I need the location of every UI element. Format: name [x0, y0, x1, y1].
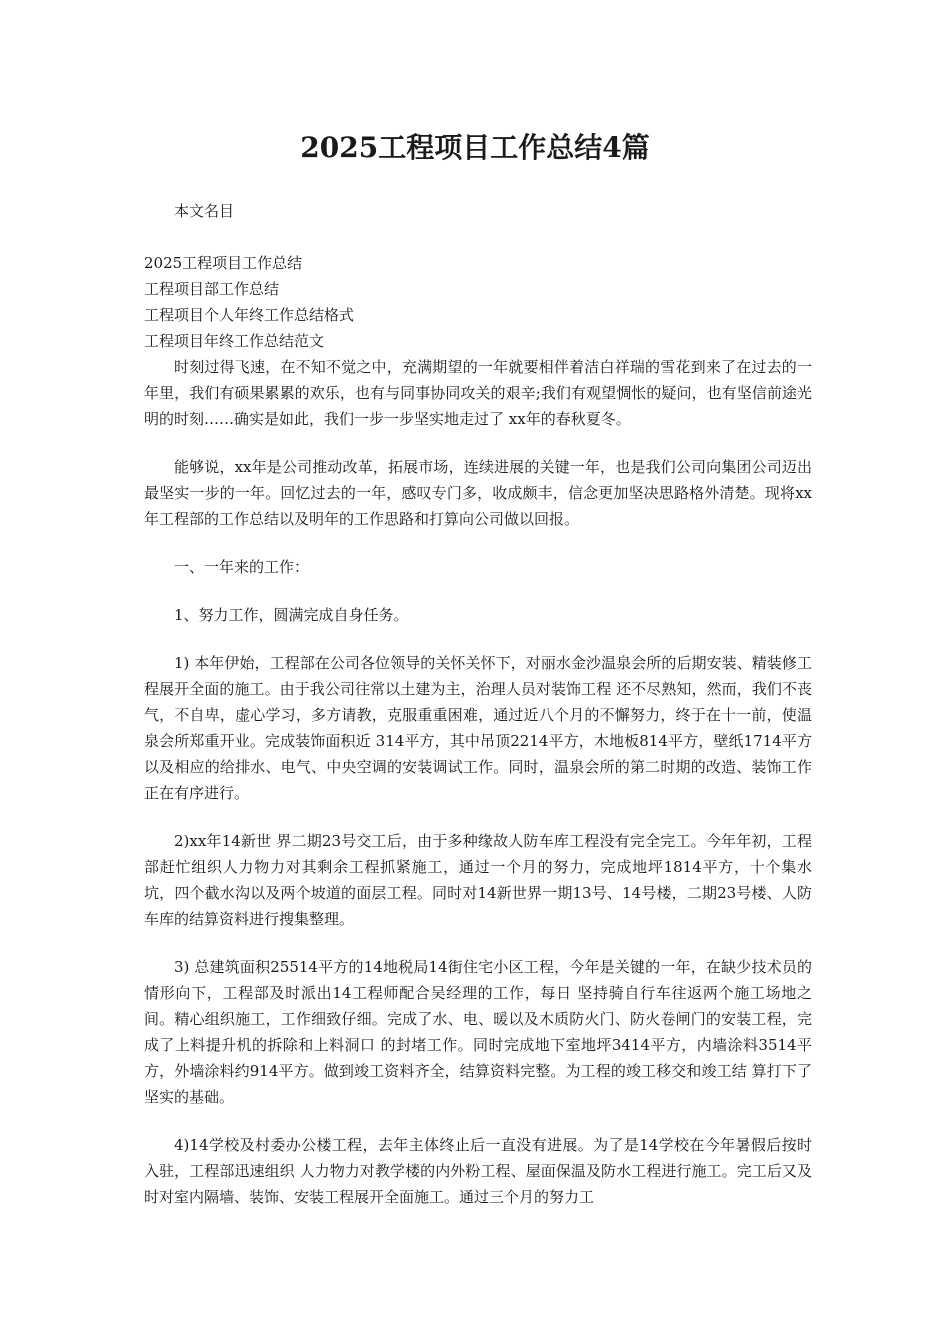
body-paragraph: 能够说，xx年是公司推动改革，拓展市场，连续进展的关键一年，也是我们公司向集团公司迈出最坚实一步的一年。回忆过去的一年，感叹专门多，收成颇丰，信念更加坚决思路格外清楚。现将xx年工程部的工作总结以及明年的工作思路和打算向公司做以回报。 [144, 458, 812, 528]
body-paragraph: 时刻过得飞速，在不知不觉之中，充满期望的一年就要相伴着洁白祥瑞的雪花到来了在过去的一年里，我们有硕果累累的欢乐，也有与同事协同攻关的艰辛;我们有观望惆怅的疑问，也有坚信前途光明的时刻……确实是如此，我们一步一步坚实地走过了 xx年的春秋夏冬。 [144, 358, 812, 428]
section-heading: 一、一年来的工作： [174, 558, 310, 576]
toc-item: 工程项目部工作总结 [144, 280, 280, 298]
document-title: 2025工程项目工作总结4篇 [300, 131, 650, 164]
body-paragraph: 2)xx年14新世 界二期23号交工后，由于多种缘故人防车库工程没有完全完工。今年年初，工程部赶忙组织人力物力对其剩余工程抓紧施工，通过一个月的努力，完成地坪1814平方，十个集水坑，四个截水沟以及两个坡道的面层工程。同时对14新世界一期13号、14号楼，二期23号楼、人防车库的结算资料进行搜集整理。 [144, 832, 812, 928]
toc-item: 工程项目年终工作总结范文 [144, 332, 325, 350]
body-paragraph: 4)14学校及村委办公楼工程，去年主体终止后一直没有进展。为了是14学校在今年暑假后按时入驻，工程部迅速组织 人力物力对教学楼的内外粉工程、屋面保温及防水工程进行施工。完工后又及时对室内隔墙、装饰、安装工程展开全面施工。通过三个月的努力工 [144, 1136, 812, 1206]
toc-item: 工程项目个人年终工作总结格式 [144, 306, 355, 324]
document-body [144, 198, 812, 1210]
table-of-contents [144, 250, 812, 354]
subsection-heading: 1、努力工作，圆满完成自身任务。 [174, 606, 409, 624]
body-paragraph: 1) 本年伊始，工程部在公司各位领导的关怀关怀下，对丽水金沙温泉会所的后期安装、精装修工程展开全面的施工。由于我公司往常以土建为主，治理人员对装饰工程 还不尽熟知，然而，我们不丧气，不自卑，虚心学习，多方请教，克服重重困难，通过近八个月的不懈努力，终于在十一前，使温泉会所郑重开业。完成装饰面积近 314平方，其中吊顶2214平方，木地板814平方，壁纸1714平方以及相应的给排水、电气、中央空调的安装调试工作。同时，温泉会所的第二时期的改造、装饰工作正在有序进行。 [144, 654, 812, 802]
toc-heading: 本文名目 [174, 202, 235, 220]
body-paragraph: 3) 总建筑面积25514平方的14地税局14街住宅小区工程，今年是关键的一年，在缺少技术员的情形向下，工程部及时派出14工程师配合吴经理的工作，每日 坚持骑自行车往返两个施工场地之间。精心组织施工，工作细致仔细。完成了水、电、暖以及木质防火门、防火卷闸门的安装工程，完成了上料提升机的拆除和上料洞口 的封堵工作。同时完成地下室地坪3414平方，内墙涂料3514平方，外墙涂料约914平方。做到竣工资料齐全，结算资料完整。为工程的竣工移交和竣工结 算打下了坚实的基础。 [144, 958, 812, 1106]
toc-item: 2025工程项目工作总结 [144, 254, 303, 272]
